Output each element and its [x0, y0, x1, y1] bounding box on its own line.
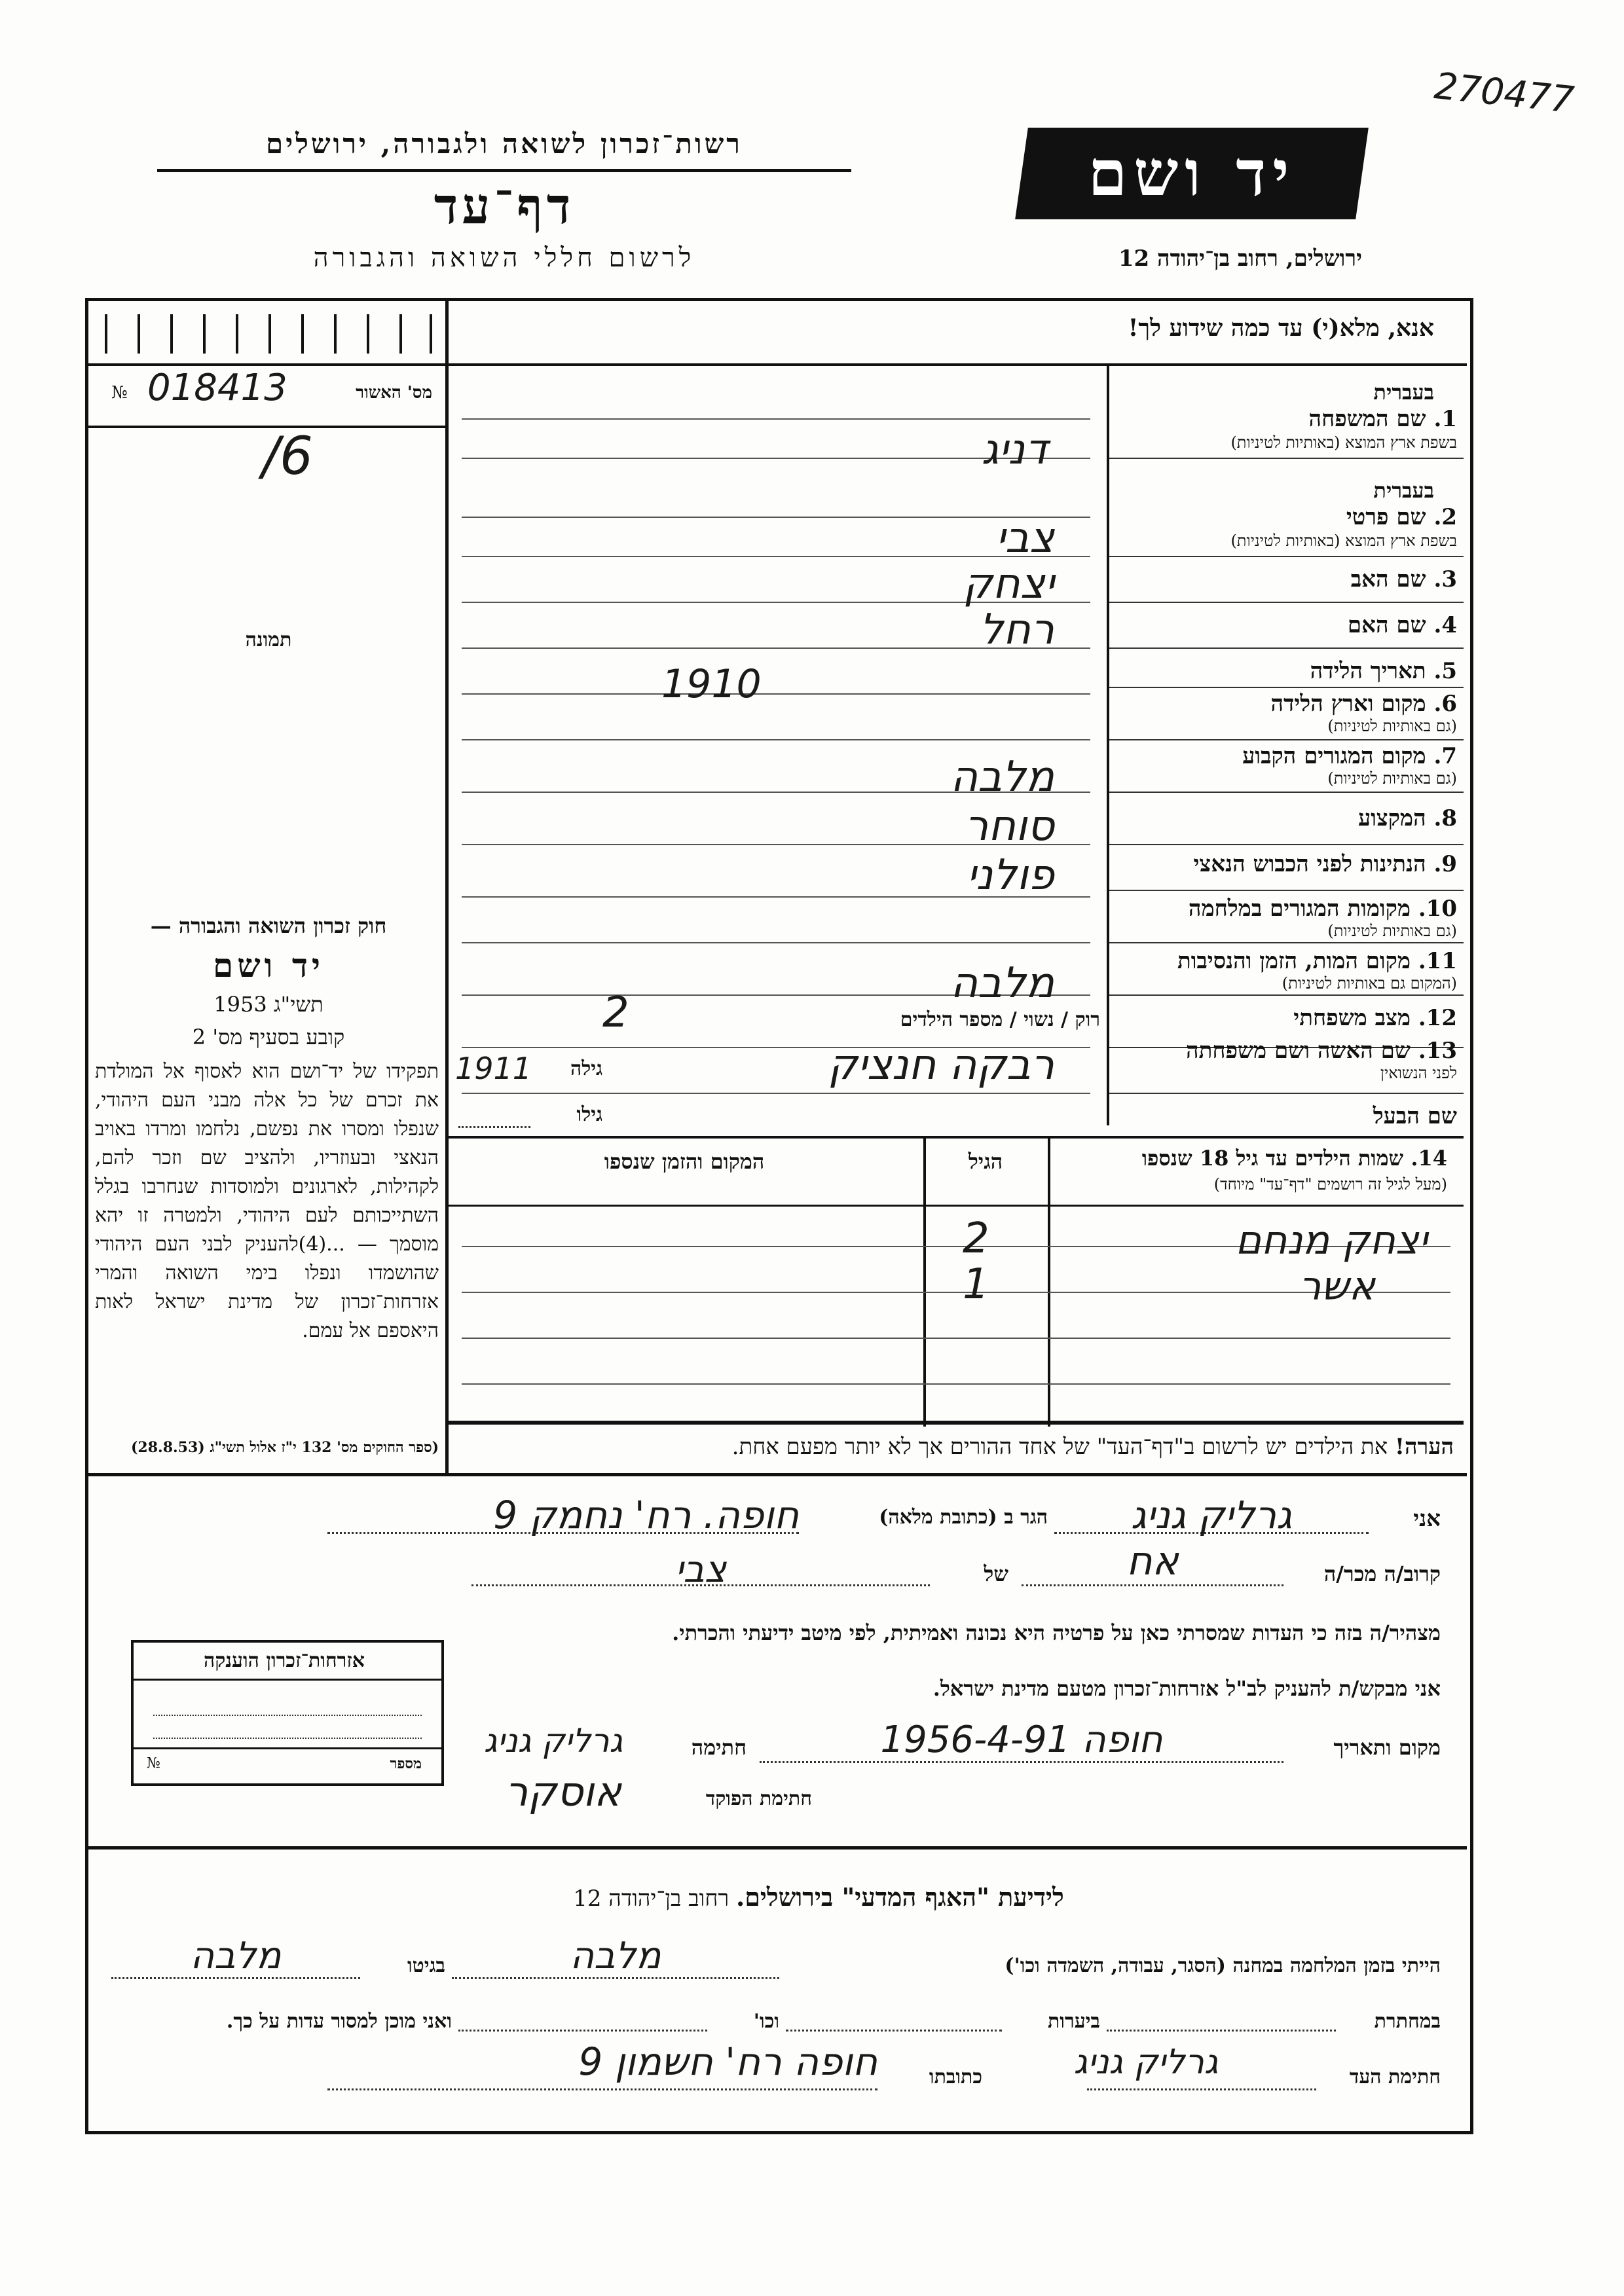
witness-addr-line: [327, 2088, 877, 2090]
witness-signature[interactable]: גרליק גניג: [1073, 2043, 1219, 2082]
declarant-address[interactable]: חופה. רח' נחמק 9: [493, 1493, 799, 1537]
place-date-label: מקום ותאריך: [1333, 1735, 1441, 1760]
field-7-value[interactable]: מלבה: [950, 753, 1054, 801]
scientific-ghetto-label: בגיטו: [407, 1954, 445, 1977]
citizenship-box: [131, 1640, 444, 1786]
scientific-ghetto-line: [111, 1977, 360, 1979]
field-11-note: (המקום גם באותיות לטיניות): [1282, 974, 1457, 993]
scientific-forests-label: ביערות: [1047, 2010, 1100, 2033]
form-subtitle: לרשום חללי השואה והגבורה: [313, 243, 695, 273]
scientific-etc-label: וכו': [753, 2010, 779, 2033]
children-section-note: (מעל לגיל זה רושמים "דף־עד" מיוחד): [1213, 1175, 1447, 1194]
marital-options: רוק / נשוי / מספר הילדים: [900, 1008, 1100, 1031]
declarant-of-label: של: [984, 1561, 1008, 1586]
place-date[interactable]: חופה 1956-4-91: [880, 1719, 1163, 1761]
field-11-label: 11. מקום המות, הזמן והנסיבות: [1177, 948, 1457, 974]
logo-text: יד ושם: [1088, 136, 1296, 210]
field-11-value[interactable]: מלבה: [950, 959, 1054, 1008]
field-9-label: 9. הנתינות לפני הכבוש הנאצי: [1193, 851, 1457, 877]
scientific-camp[interactable]: מלבה: [570, 1935, 661, 1977]
field-10-label: 10. מקומות המגורים במלחמה: [1188, 896, 1457, 922]
scientific-title: לידיעת "האגף המדעי" בירושלים.: [735, 1882, 1064, 1912]
field-2-note: בשפת ארץ המוצא (באותיות לטיניות): [1230, 532, 1457, 550]
field-8-label: 8. המקצוע: [1357, 805, 1457, 831]
law-source: (ספר החוקים מס' 132 י"ז אלול תשי"ג (28.8.53): [131, 1439, 439, 1456]
husband-label: שם הבעל: [1373, 1103, 1457, 1129]
children-age-header: הגיל: [968, 1149, 1003, 1174]
scientific-top-line: [88, 1846, 1467, 1850]
children-table-top: [449, 1136, 1464, 1139]
field-4-label: 4. שם האם: [1347, 612, 1457, 638]
declarant-name[interactable]: גרליק גניג: [1130, 1493, 1293, 1537]
citizenship-no-prefix: №: [147, 1755, 160, 1772]
logo-address: ירושלים, רחוב בן־יהודה 12: [1118, 246, 1362, 272]
scientific-etc-line: [458, 2030, 707, 2032]
place-date-line: [760, 1761, 1283, 1763]
witness-addr-label: כתובתו: [929, 2066, 982, 2088]
instruction-text: אנא, מלא(י) עד כמה שידוע לך!: [1128, 314, 1434, 342]
scientific-underground-label: במחתרת: [1374, 2010, 1441, 2033]
permit-no-prefix: №: [111, 383, 128, 403]
field-2-hebrew-tag: בעברית: [1373, 478, 1434, 503]
field-1-value[interactable]: דניג: [981, 426, 1048, 474]
permit-top-line: [88, 363, 445, 366]
wife-age-label: גילה: [570, 1057, 602, 1080]
field-4-value[interactable]: רחל: [979, 606, 1054, 654]
wife-age[interactable]: 1911: [455, 1051, 532, 1086]
husband-age-label: גילו: [576, 1103, 602, 1126]
permit-number: 018413: [147, 367, 287, 409]
signature[interactable]: גרליק גניג: [483, 1722, 623, 1760]
child-1-name[interactable]: יצחק מנחם: [1235, 1218, 1428, 1264]
field-13-label: 13. שם האשה ושם משפחתה: [1186, 1038, 1457, 1064]
citizenship-title: אזרחות־זכרון הוענקה: [203, 1649, 365, 1672]
officer-signature[interactable]: אוסקר: [505, 1768, 621, 1815]
header-underline: [157, 169, 851, 172]
form-title: דף־עד: [434, 177, 575, 235]
signature-label: חתימה: [691, 1735, 747, 1760]
children-place-header: המקום והזמן שנספו: [604, 1149, 765, 1174]
field-7-label: 7. מקום המגורים הקבוע: [1242, 743, 1457, 769]
permit-sub: /6: [262, 426, 313, 486]
photo-label: תמונה: [245, 629, 292, 651]
field-6-label: 6. מקום וארץ הלידה: [1270, 691, 1457, 717]
law-year: תשי"ג 1953: [213, 992, 323, 1017]
field-13-value[interactable]: רבקה חנציק: [828, 1041, 1054, 1089]
field-9-value[interactable]: פולני: [967, 851, 1054, 900]
field-10-note: (גם באותיות לטיניות): [1327, 922, 1457, 940]
field-1-hebrew-tag: בעברית: [1373, 380, 1434, 405]
officer-label: חתימת הפוקד: [705, 1787, 812, 1810]
scientific-heading: [458, 1882, 1179, 1912]
law-text: תפקידו של יד־ושם הוא לאסוף אל המולדת את זכרם של כל אלה מבני העם היהודי, שנפלו ומסרו את נפשם, נלחמו ומרדו באויב הנאצי ובעוזריו, ולהציב שם וזכר להם, לקהילות, לארגונים ולמוסדות שנחרבו בגלל השתייכותם לעם היהודי, ולמטרה זו יהא מוסמך — ...(4)להעניק לבני העם היהודי שהושמדו ונפלו בימי השואה והמרי אזרחות־זכרון של מדינת ישראל לאות היאספם אל עמם.: [95, 1060, 439, 1342]
logo: [1015, 128, 1369, 219]
scientific-camp-line: [452, 1977, 779, 1979]
remark-top-line: [449, 1421, 1464, 1425]
field-13-note: לפני הנשואין: [1380, 1064, 1457, 1082]
child-1-age[interactable]: 2: [963, 1214, 989, 1263]
permit-label: מס' האשור: [356, 383, 432, 403]
field-5-label: 5. תאריך הלידה: [1310, 658, 1457, 684]
declarant-relation[interactable]: אח: [1126, 1539, 1179, 1584]
tick-marks: [105, 314, 432, 354]
scientific-address: רחוב בן־יהודה 12: [573, 1886, 729, 1912]
law-clause: קובע בסעיף מס' 2: [192, 1025, 345, 1049]
witness-address[interactable]: חופה רח' חשמון 9: [578, 2039, 877, 2084]
field-8-value[interactable]: סוחר: [965, 802, 1054, 850]
witness-sig-label: חתימת העד: [1349, 2066, 1441, 2088]
scientific-forests-line: [786, 2030, 1002, 2032]
children-count[interactable]: 2: [602, 989, 629, 1037]
authority-name: רשות־זכרון לשואה ולגבורה, ירושלים: [266, 128, 743, 160]
citizenship-number-label: מספר: [390, 1755, 422, 1772]
declarant-top-line: [88, 1473, 1467, 1476]
remark-label: הערה!: [1395, 1434, 1454, 1460]
children-section-label: 14. שמות הילדים עד גיל 18 שנספו: [1141, 1146, 1447, 1171]
remark: [458, 1434, 1454, 1460]
child-2-name[interactable]: אשר: [1299, 1264, 1375, 1309]
remark-text: את הילדים יש לרשום ב"דף־העד" של אחד ההורים אך לא יותר מפעם אחת.: [731, 1434, 1388, 1460]
corner-number: 270477: [1432, 65, 1576, 122]
field-1-note: בשפת ארץ המוצא (באותיות לטיניות): [1230, 433, 1457, 452]
field-7-note: (גם באותיות לטיניות): [1327, 769, 1457, 788]
declarant-relation-line: [1022, 1584, 1283, 1586]
witness-sig-line: [1087, 2088, 1316, 2090]
request-text: אני מבקש/ת להעניק לב"ל אזרחות־זכרון מטעם מדינת ישראל.: [932, 1676, 1441, 1701]
husband-age-line: [458, 1126, 530, 1128]
field-2-value[interactable]: צבי: [995, 514, 1054, 562]
field-6-note: (גם באותיות לטיניות): [1327, 717, 1457, 735]
scientific-ready-label: ואני מוכן למסור עדות על כך.: [226, 2010, 452, 2033]
law-title: חוק זכרון השואה והגבורה —: [150, 913, 387, 938]
law-name: יד ושם: [213, 946, 324, 985]
field-3-label: 3. שם האב: [1350, 566, 1457, 592]
declarant-residing-label: הגר ב (כתובת מלאה): [879, 1506, 1048, 1529]
field-12-label: 12. מצב משפחתי: [1293, 1005, 1457, 1031]
scientific-ghetto[interactable]: מלבה: [190, 1935, 282, 1977]
scientific-underground-line: [1107, 2030, 1336, 2032]
declaration-text: מצהיר/ה בזה כי העדות שמסרתי כאן על פרטיה היא נכונה ואמיתית, לפי מיטב ידיעתי והכרתי.: [672, 1620, 1441, 1645]
field-3-value[interactable]: יצחק: [963, 560, 1054, 608]
field-5-value[interactable]: 1910: [661, 661, 762, 707]
declarant-i-label: אני: [1413, 1506, 1441, 1532]
field-1-label: 1. שם המשפחה: [1308, 406, 1457, 432]
declarant-of-name[interactable]: צבי: [674, 1548, 727, 1591]
scientific-war-label: הייתי בזמן המלחמה במחנה (הסגר, עבודה, השמדה וכו'): [1005, 1954, 1441, 1977]
field-2-label: 2. שם פרטי: [1346, 504, 1457, 530]
child-2-age[interactable]: 1: [963, 1260, 989, 1309]
declarant-relation-label: קרוב/ה מכר/ה: [1323, 1561, 1441, 1586]
